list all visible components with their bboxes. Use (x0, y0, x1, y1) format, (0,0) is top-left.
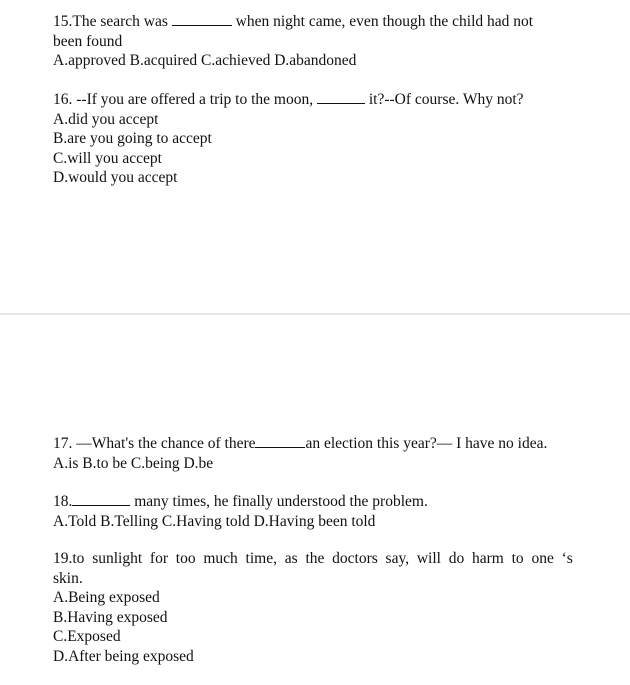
question-15-stem-before: 15.The search was (53, 13, 168, 30)
question-19-stem-word: 19.to (53, 550, 85, 567)
question-15-stem (53, 11, 573, 32)
question-19-stem-word: harm (472, 550, 504, 567)
question-16-stem (53, 89, 573, 110)
question-19-stem (53, 549, 573, 569)
question-16-stem-after: it?--Of course. Why not? (368, 91, 524, 108)
question-16 (53, 89, 573, 188)
question-19-stem-word: much (203, 550, 238, 567)
question-17-blank (255, 433, 305, 448)
question-19-stem-line2: skin. (53, 569, 83, 587)
question-18-stem (53, 491, 573, 512)
question-16-blank (317, 89, 365, 104)
question-18-stem-before: 18. (53, 493, 73, 510)
question-19-stem-word: sunlight (92, 550, 143, 567)
question-18-stem-after: many times, he finally understood the problem. (134, 493, 428, 510)
question-19 (53, 549, 573, 666)
question-19-stem-word: doctors (332, 550, 378, 567)
question-17-stem-before: 17. —What's the chance of there (53, 435, 256, 452)
question-16-option-b: B.are you going to accept (53, 130, 212, 147)
question-15-blank (172, 11, 232, 26)
question-17 (53, 433, 573, 473)
question-15 (53, 11, 573, 71)
question-15-stem-after: when night came, even though the child had not (235, 13, 534, 30)
question-19-stem-word: to (511, 550, 524, 567)
question-19-stem-word: time, (245, 550, 277, 567)
question-16-stem-before: 16. --If you are offered a trip to the moon, (53, 91, 314, 108)
question-19-option-b: B.Having exposed (53, 608, 168, 626)
question-18-blank (72, 491, 130, 506)
question-18-options: A.Told B.Telling C.Having told D.Having been told (53, 512, 376, 530)
question-19-stem-word: too (175, 550, 196, 567)
question-19-stem-word: ‘s (561, 550, 573, 567)
question-17-stem-after: an election this year?— I have no idea. (305, 435, 548, 452)
question-19-option-a: A.Being exposed (53, 589, 160, 606)
question-19-stem-word: for (149, 550, 168, 567)
question-19-stem-word: the (305, 550, 325, 567)
question-15-options: A.approved B.acquired C.achieved D.abandoned (53, 52, 357, 69)
question-15-stem-line2: been found (53, 32, 123, 50)
question-17-stem (53, 433, 573, 454)
question-18 (53, 491, 573, 531)
question-19-stem-word: do (448, 550, 465, 567)
question-17-options: A.is B.to be C.being D.be (53, 454, 214, 472)
question-19-stem-word: say, (385, 550, 410, 567)
question-19-option-c: C.Exposed (53, 628, 121, 645)
question-16-option-c: C.will you accept (53, 149, 162, 167)
question-19-stem-word: as (284, 550, 298, 567)
question-19-stem-word: will (416, 550, 441, 567)
question-16-option-d: D.would you accept (53, 169, 178, 186)
question-19-stem-word: one (531, 550, 554, 567)
question-19-option-d: D.After being exposed (53, 647, 194, 665)
question-16-option-a: A.did you accept (53, 110, 159, 128)
